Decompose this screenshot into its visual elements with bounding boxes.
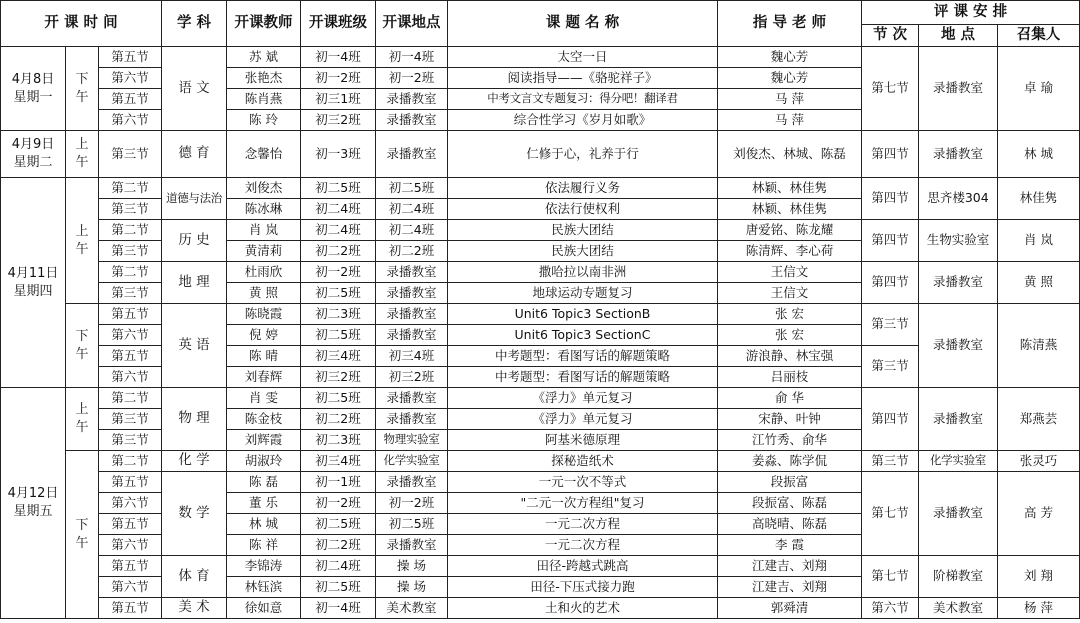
review-convener-cell: 刘 翔 [998,556,1080,598]
class-cell: 初一2班 [301,262,376,283]
teacher-cell: 陈肖燕 [227,89,301,110]
class-cell: 初二5班 [301,283,376,304]
halfday-cell: 下午 [66,47,99,131]
period-cell: 第五节 [99,346,162,367]
teacher-cell: 陈金枝 [227,409,301,430]
class-cell: 初二2班 [301,535,376,556]
period-cell: 第五节 [99,514,162,535]
review-location-cell: 录播教室 [919,47,998,131]
location-cell: 录播教室 [376,472,448,493]
topic-cell: 阅读指导——《骆驼祥子》 [448,68,718,89]
teacher-cell: 徐如意 [227,598,301,619]
header-location: 开课地点 [376,1,448,47]
class-cell: 初二5班 [301,325,376,346]
class-cell: 初一3班 [301,131,376,178]
review-location-cell: 录播教室 [919,304,998,388]
advisor-cell: 江建吉、刘翔 [718,577,862,598]
period-cell: 第三节 [99,199,162,220]
period-cell: 第五节 [99,89,162,110]
advisor-cell: 李 霞 [718,535,862,556]
header-review: 评 课 安 排 [862,1,1080,25]
advisor-cell: 江建吉、刘翔 [718,556,862,577]
advisor-cell: 郭舜清 [718,598,862,619]
teacher-cell: 黄清莉 [227,241,301,262]
class-cell: 初二5班 [301,577,376,598]
location-cell: 美术教室 [376,598,448,619]
topic-cell: 中考题型：看图写话的解题策略 [448,346,718,367]
location-cell: 初一2班 [376,68,448,89]
halfday-cell: 下午 [66,451,99,619]
advisor-cell: 江竹秀、俞华 [718,430,862,451]
advisor-cell: 段振富、陈磊 [718,493,862,514]
class-cell: 初三4班 [301,346,376,367]
review-location-cell: 录播教室 [919,262,998,304]
halfday-cell: 下午 [66,304,99,388]
subject-cell: 美 术 [162,598,227,619]
advisor-cell: 刘俊杰、林城、陈磊 [718,131,862,178]
period-cell: 第二节 [99,262,162,283]
topic-cell: 依法履行义务 [448,178,718,199]
review-convener-cell: 黄 照 [998,262,1080,304]
period-cell: 第六节 [99,367,162,388]
subject-cell: 语 文 [162,47,227,131]
class-cell: 初二2班 [301,409,376,430]
review-convener-cell: 郑燕芸 [998,388,1080,451]
header-class: 开课班级 [301,1,376,47]
subject-cell: 体 育 [162,556,227,598]
topic-cell: 《浮力》单元复习 [448,388,718,409]
date-cell: 4月9日 星期二 [1,131,66,178]
topic-cell: "二元一次方程组"复习 [448,493,718,514]
period-cell: 第二节 [99,220,162,241]
header-time: 开 课 时 间 [1,1,162,47]
teacher-cell: 刘俊杰 [227,178,301,199]
location-cell: 初二5班 [376,514,448,535]
teacher-cell: 肖 岚 [227,220,301,241]
advisor-cell: 魏心芳 [718,68,862,89]
review-location-cell: 思齐楼304 [919,178,998,220]
teacher-cell: 刘春辉 [227,367,301,388]
review-period-cell: 第三节 [862,304,919,346]
teacher-cell: 林 城 [227,514,301,535]
location-cell: 录播教室 [376,110,448,131]
review-convener-cell: 肖 岚 [998,220,1080,262]
location-cell: 物理实验室 [376,430,448,451]
period-cell: 第六节 [99,110,162,131]
advisor-cell: 高晓晴、陈磊 [718,514,862,535]
advisor-cell: 宋静、叶钟 [718,409,862,430]
subject-cell: 化 学 [162,451,227,472]
review-period-cell: 第三节 [862,346,919,388]
advisor-cell: 张 宏 [718,304,862,325]
period-cell: 第六节 [99,493,162,514]
location-cell: 初一4班 [376,47,448,68]
teacher-cell: 念馨怡 [227,131,301,178]
location-cell: 录播教室 [376,89,448,110]
location-cell: 录播教室 [376,262,448,283]
location-cell: 录播教室 [376,283,448,304]
header-review-period: 节 次 [862,25,919,47]
topic-cell: 太空一日 [448,47,718,68]
period-cell: 第二节 [99,388,162,409]
topic-cell: 田径-下压式接力跑 [448,577,718,598]
teacher-cell: 陈冰琳 [227,199,301,220]
advisor-cell: 林颖、林佳隽 [718,178,862,199]
topic-cell: 土和火的艺术 [448,598,718,619]
teacher-cell: 刘辉霞 [227,430,301,451]
teacher-cell: 苏 斌 [227,47,301,68]
topic-cell: 中考文言文专题复习：得分吧！翻译君 [448,89,718,110]
advisor-cell: 姜淼、陈学侃 [718,451,862,472]
location-cell: 化学实验室 [376,451,448,472]
advisor-cell: 陈清辉、李心荷 [718,241,862,262]
class-cell: 初一2班 [301,493,376,514]
advisor-cell: 游浪静、林宝强 [718,346,862,367]
topic-cell: 民族大团结 [448,220,718,241]
topic-cell: Unit6 Topic3 SectionC [448,325,718,346]
header-subject: 学 科 [162,1,227,47]
topic-cell: 依法行使权利 [448,199,718,220]
subject-cell: 数 学 [162,472,227,556]
topic-cell: 一元二次方程 [448,535,718,556]
period-cell: 第五节 [99,47,162,68]
period-cell: 第六节 [99,325,162,346]
class-cell: 初一1班 [301,472,376,493]
period-cell: 第三节 [99,409,162,430]
location-cell: 操 场 [376,556,448,577]
teacher-cell: 杜雨欣 [227,262,301,283]
teacher-cell: 陈 晴 [227,346,301,367]
teacher-cell: 胡淑玲 [227,451,301,472]
period-cell: 第五节 [99,304,162,325]
teacher-cell: 陈 玲 [227,110,301,131]
header-review-location: 地 点 [919,25,998,47]
topic-cell: 仁修于心，礼养于行 [448,131,718,178]
subject-cell: 道德与法治 [162,178,227,220]
subject-cell: 德 育 [162,131,227,178]
teacher-cell: 陈晓霞 [227,304,301,325]
review-convener-cell: 高 芳 [998,472,1080,556]
review-convener-cell: 陈清燕 [998,304,1080,388]
topic-cell: 民族大团结 [448,241,718,262]
class-cell: 初二2班 [301,241,376,262]
advisor-cell: 俞 华 [718,388,862,409]
topic-cell: 一元二次方程 [448,514,718,535]
review-location-cell: 录播教室 [919,472,998,556]
class-cell: 初三2班 [301,367,376,388]
teacher-cell: 陈 祥 [227,535,301,556]
header-review-convener: 召集人 [998,25,1080,47]
date-cell: 4月12日 星期五 [1,388,66,619]
teacher-cell: 李锦涛 [227,556,301,577]
topic-cell: Unit6 Topic3 SectionB [448,304,718,325]
header-advisor: 指 导 老 师 [718,1,862,47]
review-location-cell: 美术教室 [919,598,998,619]
topic-cell: 地球运动专题复习 [448,283,718,304]
advisor-cell: 王信文 [718,262,862,283]
class-cell: 初二4班 [301,220,376,241]
teacher-cell: 陈 磊 [227,472,301,493]
subject-cell: 英 语 [162,304,227,388]
class-cell: 初三2班 [301,110,376,131]
location-cell: 初二2班 [376,241,448,262]
review-period-cell: 第七节 [862,556,919,598]
advisor-cell: 段振富 [718,472,862,493]
header-topic: 课 题 名 称 [448,1,718,47]
review-period-cell: 第四节 [862,220,919,262]
location-cell: 初二4班 [376,220,448,241]
location-cell: 录播教室 [376,388,448,409]
class-cell: 初二3班 [301,304,376,325]
teacher-cell: 林钰滨 [227,577,301,598]
location-cell: 初三2班 [376,367,448,388]
advisor-cell: 魏心芳 [718,47,862,68]
advisor-cell: 王信文 [718,283,862,304]
review-convener-cell: 杨 萍 [998,598,1080,619]
review-period-cell: 第七节 [862,47,919,131]
review-location-cell: 生物实验室 [919,220,998,262]
topic-cell: 一元一次不等式 [448,472,718,493]
location-cell: 初二4班 [376,199,448,220]
advisor-cell: 马 萍 [718,89,862,110]
teacher-cell: 张艳杰 [227,68,301,89]
review-location-cell: 阶梯教室 [919,556,998,598]
topic-cell: 中考题型：看图写话的解题策略 [448,367,718,388]
location-cell: 初二5班 [376,178,448,199]
date-cell: 4月11日 星期四 [1,178,66,388]
topic-cell: 撒哈拉以南非洲 [448,262,718,283]
period-cell: 第三节 [99,241,162,262]
teacher-cell: 黄 照 [227,283,301,304]
class-cell: 初二3班 [301,430,376,451]
subject-cell: 历 史 [162,220,227,262]
location-cell: 初一2班 [376,493,448,514]
review-period-cell: 第四节 [862,178,919,220]
period-cell: 第三节 [99,430,162,451]
topic-cell: 综合性学习《岁月如歌》 [448,110,718,131]
location-cell: 操 场 [376,577,448,598]
review-period-cell: 第三节 [862,451,919,472]
location-cell: 初三4班 [376,346,448,367]
review-period-cell: 第四节 [862,262,919,304]
period-cell: 第六节 [99,535,162,556]
class-cell: 初三4班 [301,451,376,472]
class-cell: 初二5班 [301,514,376,535]
period-cell: 第三节 [99,131,162,178]
review-location-cell: 化学实验室 [919,451,998,472]
teacher-cell: 董 乐 [227,493,301,514]
class-cell: 初三1班 [301,89,376,110]
review-location-cell: 录播教室 [919,131,998,178]
review-period-cell: 第七节 [862,472,919,556]
review-convener-cell: 卓 瑜 [998,47,1080,131]
period-cell: 第六节 [99,577,162,598]
advisor-cell: 林颖、林佳隽 [718,199,862,220]
teacher-cell: 肖 雯 [227,388,301,409]
topic-cell: 探秘造纸术 [448,451,718,472]
subject-cell: 地 理 [162,262,227,304]
halfday-cell: 上午 [66,178,99,304]
class-cell: 初二4班 [301,199,376,220]
topic-cell: 田径-跨越式跳高 [448,556,718,577]
review-convener-cell: 林 城 [998,131,1080,178]
subject-cell: 物 理 [162,388,227,451]
halfday-cell: 上午 [66,131,99,178]
review-convener-cell: 林佳隽 [998,178,1080,220]
class-cell: 初二5班 [301,388,376,409]
period-cell: 第二节 [99,178,162,199]
teacher-cell: 倪 婷 [227,325,301,346]
advisor-cell: 吕丽枝 [718,367,862,388]
class-cell: 初一4班 [301,47,376,68]
class-cell: 初二5班 [301,178,376,199]
review-convener-cell: 张灵巧 [998,451,1080,472]
location-cell: 录播教室 [376,325,448,346]
period-cell: 第二节 [99,451,162,472]
topic-cell: 阿基米德原理 [448,430,718,451]
location-cell: 录播教室 [376,131,448,178]
review-location-cell: 录播教室 [919,388,998,451]
review-period-cell: 第六节 [862,598,919,619]
review-period-cell: 第四节 [862,131,919,178]
location-cell: 录播教室 [376,304,448,325]
class-cell: 初二4班 [301,556,376,577]
period-cell: 第五节 [99,598,162,619]
advisor-cell: 马 萍 [718,110,862,131]
location-cell: 录播教室 [376,409,448,430]
period-cell: 第六节 [99,68,162,89]
halfday-cell: 上午 [66,388,99,451]
date-cell: 4月8日 星期一 [1,47,66,131]
period-cell: 第三节 [99,283,162,304]
class-cell: 初一2班 [301,68,376,89]
advisor-cell: 张 宏 [718,325,862,346]
topic-cell: 《浮力》单元复习 [448,409,718,430]
class-cell: 初一4班 [301,598,376,619]
location-cell: 录播教室 [376,535,448,556]
advisor-cell: 唐爱铭、陈龙耀 [718,220,862,241]
period-cell: 第五节 [99,556,162,577]
period-cell: 第五节 [99,472,162,493]
header-teacher: 开课教师 [227,1,301,47]
review-period-cell: 第四节 [862,388,919,451]
